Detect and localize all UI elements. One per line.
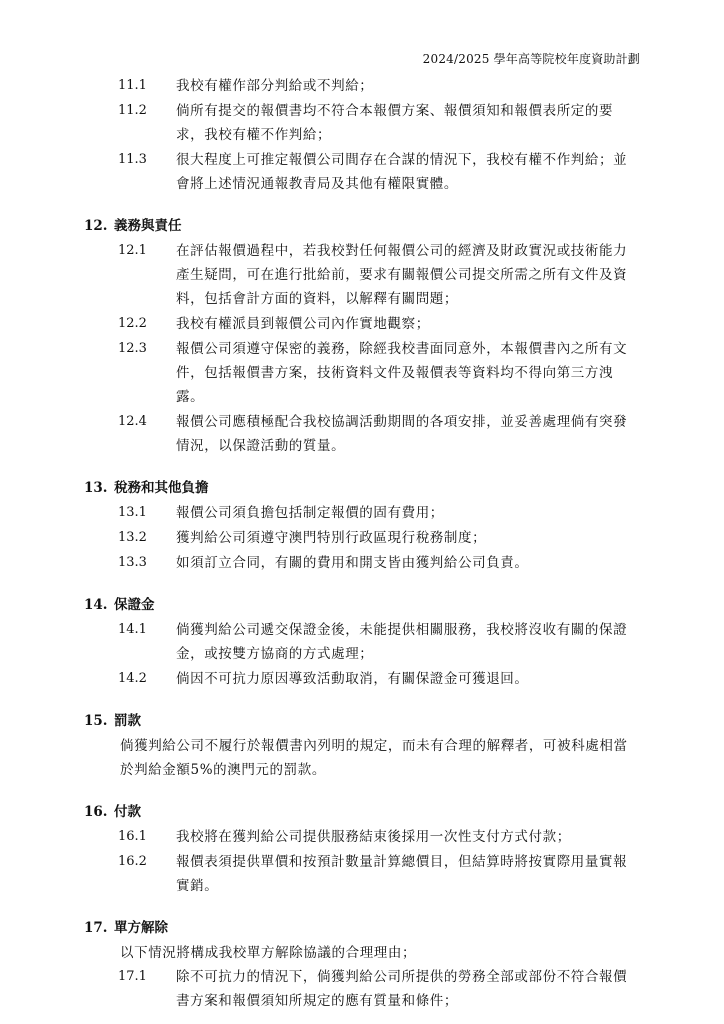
clause-text: 報價公司應積極配合我校協調活動期間的各項安排，並妥善處理倘有突發情況，以保證活動的質量。	[176, 414, 628, 454]
clause-item	[118, 501, 640, 525]
clause-text: 報價公司須負擔包括制定報價的固有費用；	[176, 505, 444, 521]
section-title	[84, 214, 724, 238]
clause-number: 12.3	[118, 341, 147, 356]
section-12	[0, 214, 724, 458]
section-number: 14.	[84, 597, 108, 613]
clause-item	[118, 148, 640, 196]
clause-number: 14.2	[118, 671, 147, 686]
section-paragraph: 以下情況將構成我校單方解除協議的合理理由；	[120, 945, 417, 961]
clause-text: 報價表須提供單價和按預計數量計算總價目，但結算時將按實際用量實報實銷。	[176, 854, 628, 894]
clause-item	[118, 667, 640, 691]
clause-text: 報價公司須遵守保密的義務，除經我校書面同意外，本報價書內之所有文件，包括報價書方案，技術資料文件及報價表等資料均不得向第三方洩露。	[176, 341, 628, 405]
clause-number: 12.1	[118, 243, 147, 258]
clause-item	[118, 239, 640, 311]
clause-item	[118, 74, 640, 98]
clause-number: 16.2	[118, 854, 147, 869]
section-15	[0, 709, 724, 782]
section-title-text: 單方解除	[114, 920, 168, 936]
section-paragraph: 倘獲判給公司不履行於報價書內列明的規定，而未有合理的解釋者，可被科處相當於判給金額5%的澳門元的罰款。	[120, 738, 628, 778]
page-header: 2024/2025 學年高等院校年度資助計劃	[422, 52, 640, 66]
intro-clauses	[0, 74, 724, 196]
clause-item	[118, 965, 640, 1013]
clause-text: 在評估報價過程中，若我校對任何報價公司的經濟及財政實況或技術能力產生疑問，可在進行批給前，要求有關報價公司提交所需之所有文件及資料，包括會計方面的資料，以解釋有關問題；	[176, 243, 628, 307]
clause-number: 13.1	[118, 505, 147, 520]
clause-item	[118, 99, 640, 147]
section-title	[84, 800, 724, 824]
section-title	[84, 916, 724, 940]
clause-text: 如須訂立合同，有關的費用和開支皆由獲判給公司負責。	[176, 555, 529, 571]
clause-text: 倘獲判給公司遞交保證金後，未能提供相關服務，我校將沒收有關的保證金，或按雙方協商的方式處理；	[176, 622, 628, 662]
section-title-text: 義務與責任	[114, 218, 182, 234]
clause-item	[118, 850, 640, 898]
clause-number: 16.1	[118, 829, 147, 844]
clause-item	[118, 825, 640, 849]
clause-number: 11.1	[118, 78, 147, 93]
clause-item	[118, 551, 640, 575]
clause-text: 倘所有提交的報價書均不符合本報價方案、報價須知和報價表所定的要求，我校有權不作判給；	[176, 103, 614, 143]
section-title-text: 保證金	[114, 597, 155, 613]
clause-number: 13.2	[118, 530, 147, 545]
clause-number: 12.2	[118, 316, 147, 331]
clause-number: 11.3	[118, 152, 147, 167]
clause-item	[118, 312, 640, 336]
clause-number: 12.4	[118, 414, 147, 429]
section-17	[0, 916, 724, 1013]
clause-item	[118, 618, 640, 666]
clause-text: 我校將在獲判給公司提供服務結束後採用一次性支付方式付款；	[176, 829, 571, 845]
clause-number: 17.1	[118, 969, 147, 984]
clause-text: 我校有權派員到報價公司內作實地觀察；	[176, 316, 430, 332]
clause-item	[118, 337, 640, 409]
section-number: 17.	[84, 920, 108, 936]
sections	[0, 214, 724, 1013]
section-13	[0, 476, 724, 575]
clause-text: 除不可抗力的情況下，倘獲判給公司所提供的勞務全部或部份不符合報價書方案和報價須知所規定的應有質量和條件；	[176, 969, 628, 1009]
clause-text: 很大程度上可推定報價公司間存在合謀的情況下，我校有權不作判給；並會將上述情況通報教青局及其他有權限實體。	[176, 152, 628, 192]
section-number: 15.	[84, 713, 108, 729]
section-title	[84, 593, 724, 617]
section-title	[84, 476, 724, 500]
clause-text: 倘因不可抗力原因導致活動取消，有關保證金可獲退回。	[176, 671, 529, 687]
clause-text: 我校有權作部分判給或不判給；	[176, 78, 374, 94]
clause-text: 獲判給公司須遵守澳門特別行政區現行稅務制度；	[176, 530, 487, 546]
section-title-text: 稅務和其他負擔	[114, 480, 209, 496]
clause-number: 14.1	[118, 622, 147, 637]
section-number: 13.	[84, 480, 108, 496]
clause-number: 13.3	[118, 555, 147, 570]
clause-item	[118, 526, 640, 550]
section-number: 16.	[84, 804, 108, 820]
section-16	[0, 800, 724, 898]
clause-item	[118, 410, 640, 458]
section-number: 12.	[84, 218, 108, 234]
section-title-text: 付款	[114, 804, 141, 820]
section-14	[0, 593, 724, 691]
section-title-text: 罰款	[114, 713, 141, 729]
section-title	[84, 709, 724, 733]
document-body	[0, 74, 724, 1014]
clause-number: 11.2	[118, 103, 147, 118]
